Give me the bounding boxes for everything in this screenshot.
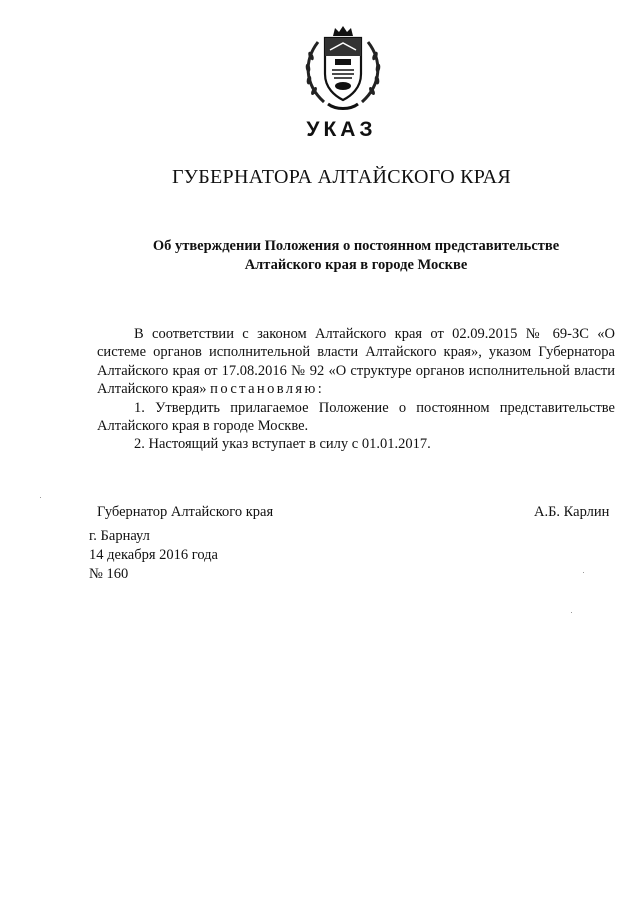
decree-word: постановляю: [210,381,325,398]
document-body [97,325,615,454]
preamble-text: В соответствии с законом Алтайского края от 02.09.2015 № 69-ЗС «О системе органов исполнительной власти Алтайского края», указом Губернатора Алтайского края от 17.08.2016 № 92 «О структуре органов исполнительной власти Алтайского края» [97,326,615,398]
scan-speck [571,612,572,613]
item-1: 1. Утвердить прилагаемое Положение о постоянном представительстве Алтайского края в городе Москве. [97,399,615,435]
item-2: 2. Настоящий указ вступает в силу с 01.01.2017. [134,436,431,453]
altai-krai-coat-of-arms-icon [298,22,388,114]
signatory-title: Губернатор Алтайского края [97,504,274,520]
issuer-title: ГУБЕРНАТОРА АЛТАЙСКОГО КРАЯ [171,166,512,188]
preamble-paragraph [97,325,615,399]
subject-line-1: Об утверждении Положения о постоянном представительстве [152,238,560,254]
document-subject [0,237,640,275]
scan-speck [583,572,584,573]
issue-details [89,527,218,584]
document-number: № 160 [89,566,129,582]
subject-line-2: Алтайского края в городе Москве [244,257,468,273]
signatory-name: А.Б. Карлин [534,504,610,520]
issue-date: 14 декабря 2016 года [89,547,218,563]
issue-place: г. Барнаул [89,528,150,544]
scan-speck [40,497,41,498]
document-type: УКАЗ [306,118,377,141]
